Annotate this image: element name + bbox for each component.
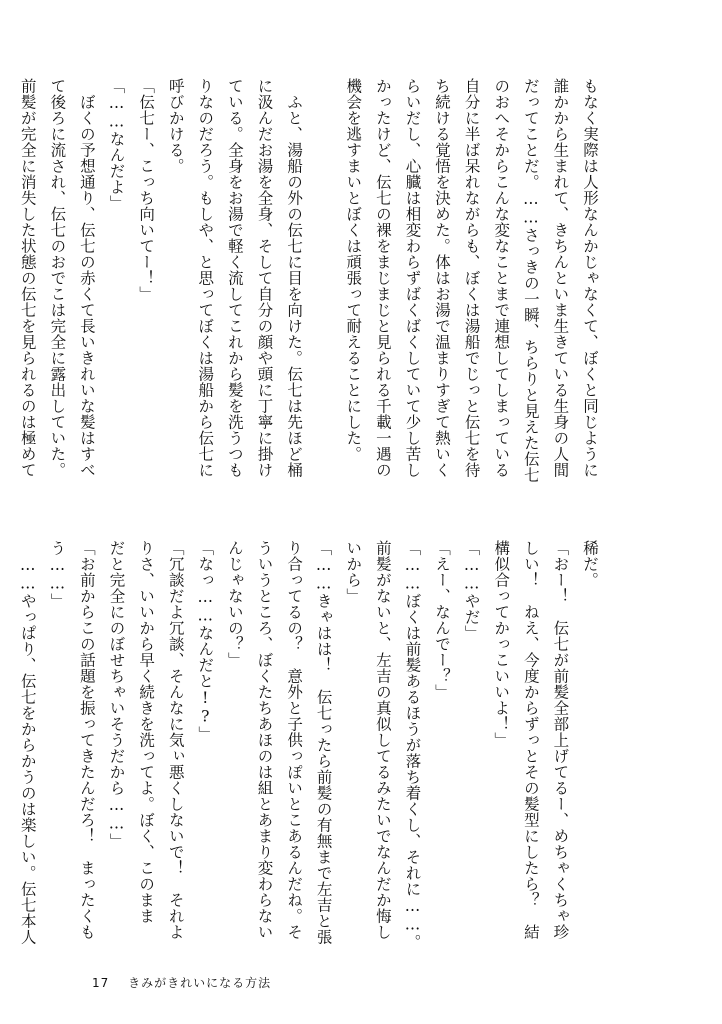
top-text-line: 「……なんだよ」 — [107, 78, 126, 211]
bottom-text-line: 稀だ。 — [581, 540, 599, 588]
top-text-line — [308, 78, 338, 500]
top-text-line: に汲んだお湯を全身、そして自分の顔や頭に丁寧に掛け — [255, 78, 274, 478]
top-text-line: ち続ける覚悟を決めた。体はお湯で温まりすぎて熱いく — [433, 78, 452, 478]
top-text-line: だってことだ。……さっきの一瞬、ちらりと見えた伝七 — [521, 78, 540, 483]
bottom-text-line: 「……やだ」 — [462, 540, 481, 641]
bottom-text-line: しい！ ねえ、今度からずっとその髪型にしたら？ 結 — [521, 540, 540, 940]
bottom-text-line: んじゃないの？」 — [225, 540, 244, 668]
bottom-text-line: ……やっぱり、伝七をからかうのは楽しい。伝七本人 — [18, 540, 37, 945]
top-text-line: 呼びかける。 — [166, 78, 185, 174]
bottom-text-line: りさ、いいから早く続きを洗ってよ。ぼく、このまま — [137, 540, 156, 924]
running-title: きみがきれいになる方法 — [128, 976, 272, 990]
top-text-line: ふと、湯船の外の伝七に目を向けた。伝七は先ほど桶 — [285, 78, 304, 478]
page-number: 17 — [92, 976, 110, 990]
bottom-text-line: だと完全にのぼせちゃいそうだから……」 — [107, 540, 126, 849]
bottom-text-line: 「……ぼくは前髪あるほうが落ち着くし、それに……。 — [403, 540, 422, 950]
bottom-text-line: 「なっ……なんだと!?」 — [196, 540, 215, 742]
bottom-text-line: いから」 — [344, 540, 363, 604]
bottom-text-line: 「えー、なんでー？」 — [433, 540, 452, 700]
top-text-line: 誰かから生まれて、きちんといま生きている生身の人間 — [551, 78, 570, 478]
top-text-line: らいだし、心臓は相変わらずばくばくしていて少し苦し — [403, 78, 422, 478]
bottom-text-line: 「冗談だよ冗談、そんなに気ぃ悪くしないで！ それよ — [166, 540, 185, 940]
top-text-line: ぼくの予想通り、伝七の赤くて長いきれいな髪はすべ — [77, 78, 96, 478]
top-text-line: 前髪が完全に消失した状態の伝七を見られるのは極めて — [18, 78, 37, 478]
bottom-text-block — [18, 540, 604, 960]
top-text-block — [18, 78, 604, 500]
top-text-line: もなく実際は人形なんかじゃなくて、ぼくと同じように — [581, 78, 599, 478]
top-text-line: 機会を逃すまいとぼくは頑張って耐えることにした。 — [344, 78, 363, 462]
bottom-text-line: う……」 — [48, 540, 67, 609]
top-text-line: かったけど、伝七の裸をまじまじと見られる千載一遇の — [373, 78, 392, 478]
top-text-line: りなのだろう。もしや、と思ってぼくは湯船から伝七に — [196, 78, 215, 478]
top-text-line: ている。全身をお湯で軽く流してこれから髪を洗うつも — [225, 78, 244, 478]
bottom-text-line: 構似合ってかっこいいよ！」 — [492, 540, 511, 748]
top-text-line: て後ろに流され、伝七のおでこは完全に露出していた。 — [48, 78, 67, 478]
top-text-line: のおへそからこんな変なことまで連想してしまっている — [492, 78, 511, 478]
bottom-text-line: ういうところ、ぼくたちあほのは組とあまり変わらない — [255, 540, 274, 940]
page-footer — [92, 974, 271, 991]
bottom-text-line: 「……きゃはは！ 伝七ったら前髪の有無まで左吉と張 — [314, 540, 333, 945]
bottom-text-line: 「お前からこの話題を振ってきたんだろ！ まったくも — [77, 540, 96, 940]
top-text-line: 「伝七ー、こっち向いてー！」 — [137, 78, 156, 302]
bottom-text-line: り合ってるの？ 意外と子供っぽいとこあるんだね。そ — [285, 540, 304, 940]
bottom-text-line: 「おー！ 伝七が前髪全部上げてるー、めちゃくちゃ珍 — [551, 540, 570, 940]
top-text-line: 自分に半ば呆れながらも、ぼくは湯船でじっと伝七を待 — [462, 78, 481, 478]
bottom-text-line: 前髪がないと、左吉の真似してるみたいでなんだか悔し — [373, 540, 392, 940]
